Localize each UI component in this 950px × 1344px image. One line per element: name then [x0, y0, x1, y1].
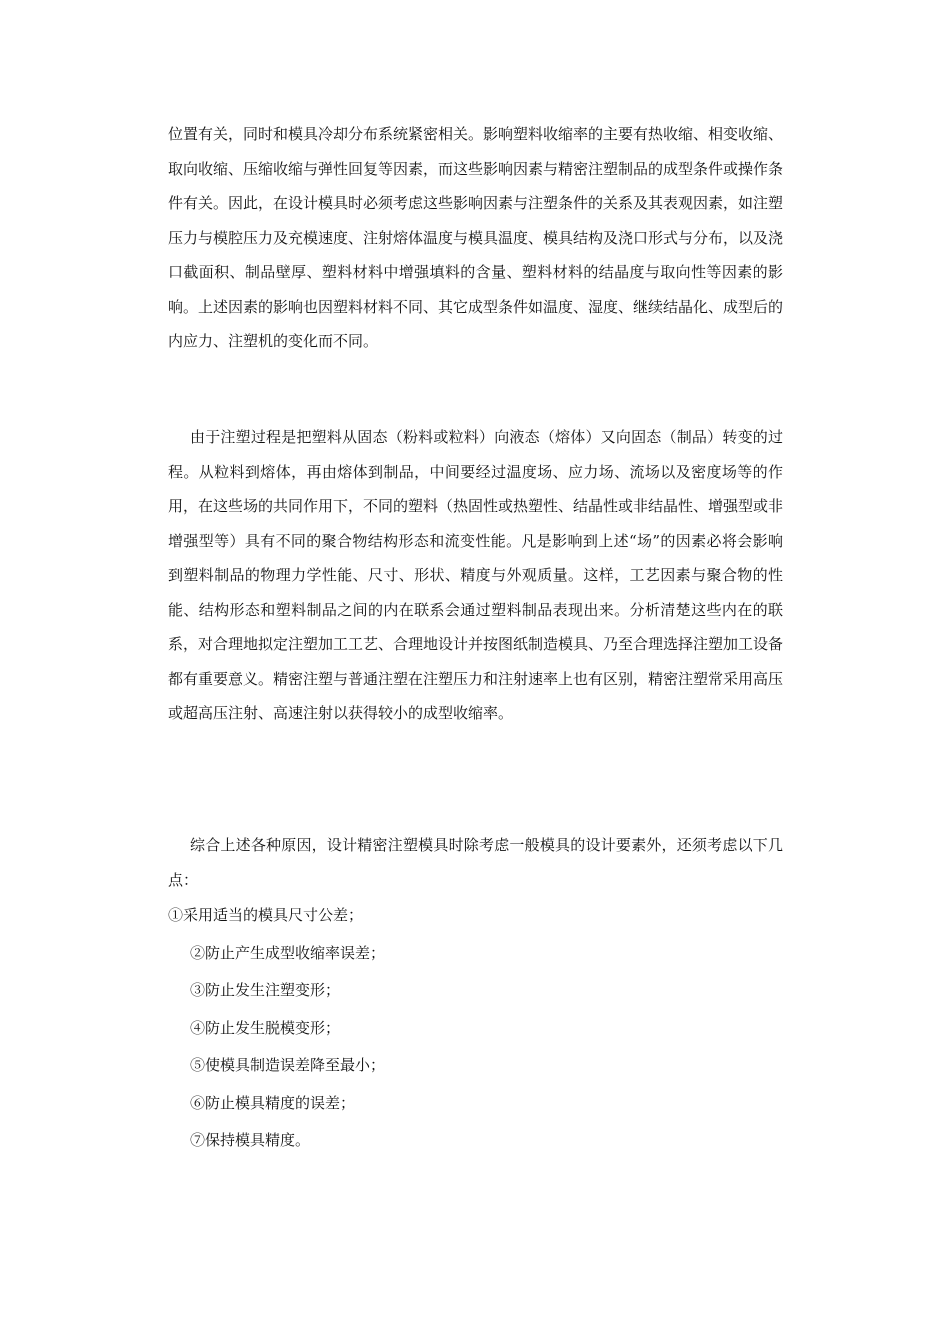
list-item: ⑦保持模具精度。 [190, 1131, 311, 1149]
design-points-list [168, 897, 783, 1160]
list-item: ①采用适当的模具尺寸公差； [168, 906, 364, 924]
paragraph-design-considerations: 综合上述各种原因，设计精密注塑模具时除考虑一般模具的设计要素外，还须考虑以下几点： [168, 836, 783, 889]
list-item: ③防止发生注塑变形； [190, 981, 341, 999]
list-item: ②防止产生成型收缩率误差； [190, 943, 386, 962]
list-item: ④防止发生脱模变形； [190, 1018, 341, 1037]
list-item: ⑥防止模具精度的误差； [190, 1093, 356, 1112]
list-item: ⑤使模具制造误差降至最小； [190, 1056, 386, 1074]
paragraph-shrinkage-factors: 位置有关，同时和模具冷却分布系统紧密相关。影响塑料收缩率的主要有热收缩、相变收缩、取向收缩、压缩收缩与弹性回复等因素，而这些影响因素与精密注塑制品的成型条件或操作条件有关。因此，在设计模具时必须考虑这些影响因素与注塑条件的关系及其表观因素，如注塑压力与模腔压力及充模速度、注射熔体温度与模具温度、模具结构及浇口形式与分布，以及浇口截面积、制品壁厚、塑料材料中增强填料的含量、塑料材料的结晶度与取向性等因素的影响。上述因素的影响也因塑料材料不同、其它成型条件如温度、湿度、继续结晶化、成型后的内应力、注塑机的变化而不同。 [168, 125, 784, 350]
paragraph-injection-process: 由于注塑过程是把塑料从固态（粉料或粒料）向液态（熔体）又向固态（制品）转变的过程。从粒料到熔体，再由熔体到制品，中间要经过温度场、应力场、流场以及密度场等的作用，在这些场的共同作用下，不同的塑料（热固性或热塑性、结晶性或非结晶性、增强型或非增强型等）具有不同的聚合物结构形态和流变性能。凡是影响到上述“场”的因素必将会影响到塑料制品的物理力学性能、尺寸、形状、精度与外观质量。这样，工艺因素与聚合物的性能、结构形态和塑料制品之间的内在联系会通过塑料制品表现出来。分析清楚这些内在的联系，对合理地拟定注塑加工工艺、合理地设计并按图纸制造模具、乃至合理选择注塑加工设备都有重要意义。精密注塑与普通注塑在注塑压力和注射速率上也有区别，精密注塑常采用高压或超高压注射、高速注射以获得较小的成型收缩率。 [168, 428, 784, 722]
